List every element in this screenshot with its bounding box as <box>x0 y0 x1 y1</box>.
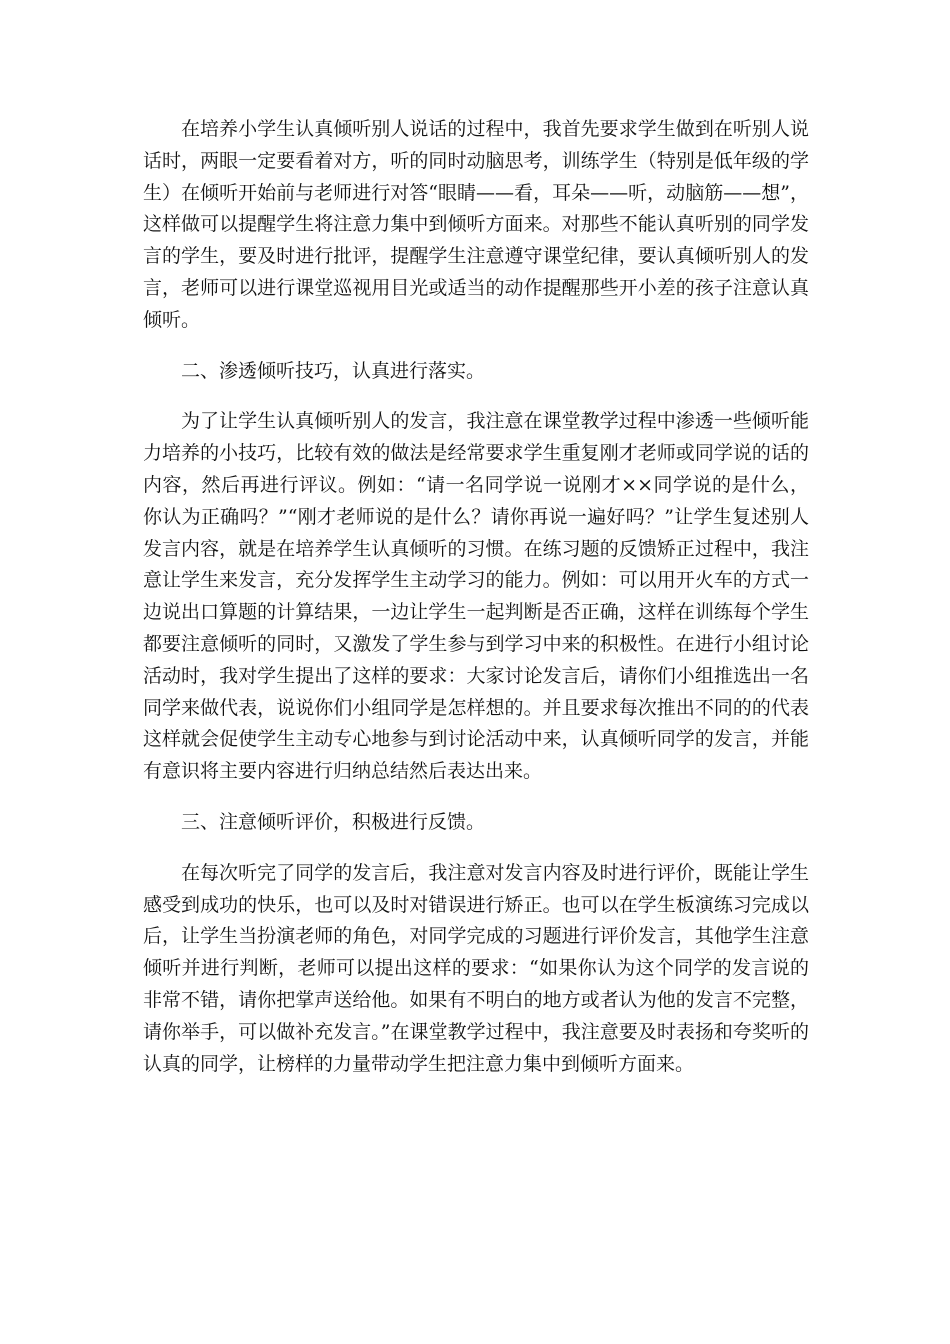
body-paragraph-1: 在培养小学生认真倾听别人说话的过程中，我首先要求学生做到在听别人说话时，两眼一定要看着对方，听的同时动脑思考，训练学生（特别是低年级的学生）在倾听开始前与老师进行对答“眼睛——看，耳朵——听，动脑筋——想”，这样做可以提醒学生将注意力集中到倾听方面来。对那些不能认真听别的同学发言的学生，要及时进行批评，提醒学生注意遵守课堂纪律，要认真倾听别人的发言，老师可以进行课堂巡视用目光或适当的动作提醒那些开小差的孩子注意认真倾听。 <box>143 118 809 331</box>
body-paragraph-3: 在每次听完了同学的发言后，我注意对发言内容及时进行评价，既能让学生感受到成功的快乐，也可以及时对错误进行矫正。也可以在学生板演练习完成以后，让学生当扮演老师的角色，对同学完成的习题进行评价发言，其他学生注意倾听并进行判断，老师可以提出这样的要求：“如果你认为这个同学的发言说的非常不错，请你把掌声送给他。如果有不明白的地方或者认为他的发言不完整，请你举手，可以做补充发言。”在课堂教学过程中，我注意要及时表扬和夸奖听的认真的同学，让榜样的力量带动学生把注意力集中到倾听方面来。 <box>143 861 809 1075</box>
document-body <box>143 114 809 1099</box>
section-heading-2: 二、渗透倾听技巧，认真进行落实。 <box>181 359 486 382</box>
body-paragraph-2: 为了让学生认真倾听别人的发言，我注意在课堂教学过程中渗透一些倾听能力培养的小技巧，比较有效的做法是经常要求学生重复刚才老师或同学说的话的内容，然后再进行评议。例如：“请一名同学说一说刚才××同学说的是什么，你认为正确吗？”“刚才老师说的是什么？请你再说一遍好吗？”让学生复述别人发言内容，就是在培养学生认真倾听的习惯。在练习题的反馈矫正过程中，我注意让学生来发言，充分发挥学生主动学习的能力。例如：可以用开火车的方式一边说出口算题的计算结果，一边让学生一起判断是否正确，这样在训练每个学生都要注意倾听的同时，又激发了学生参与到学习中来的积极性。在进行小组讨论活动时，我对学生提出了这样的要求：大家讨论发言后，请你们小组推选出一名同学来做代表，说说你们小组同学是怎样想的。并且要求每次推出不同的的代表这样就会促使学生主动专心地参与到讨论活动中来，认真倾听同学的发言，并能有意识将主要内容进行归纳总结然后表达出来。 <box>143 410 809 783</box>
section-heading-3: 三、注意倾听评价，积极进行反馈。 <box>181 810 486 833</box>
